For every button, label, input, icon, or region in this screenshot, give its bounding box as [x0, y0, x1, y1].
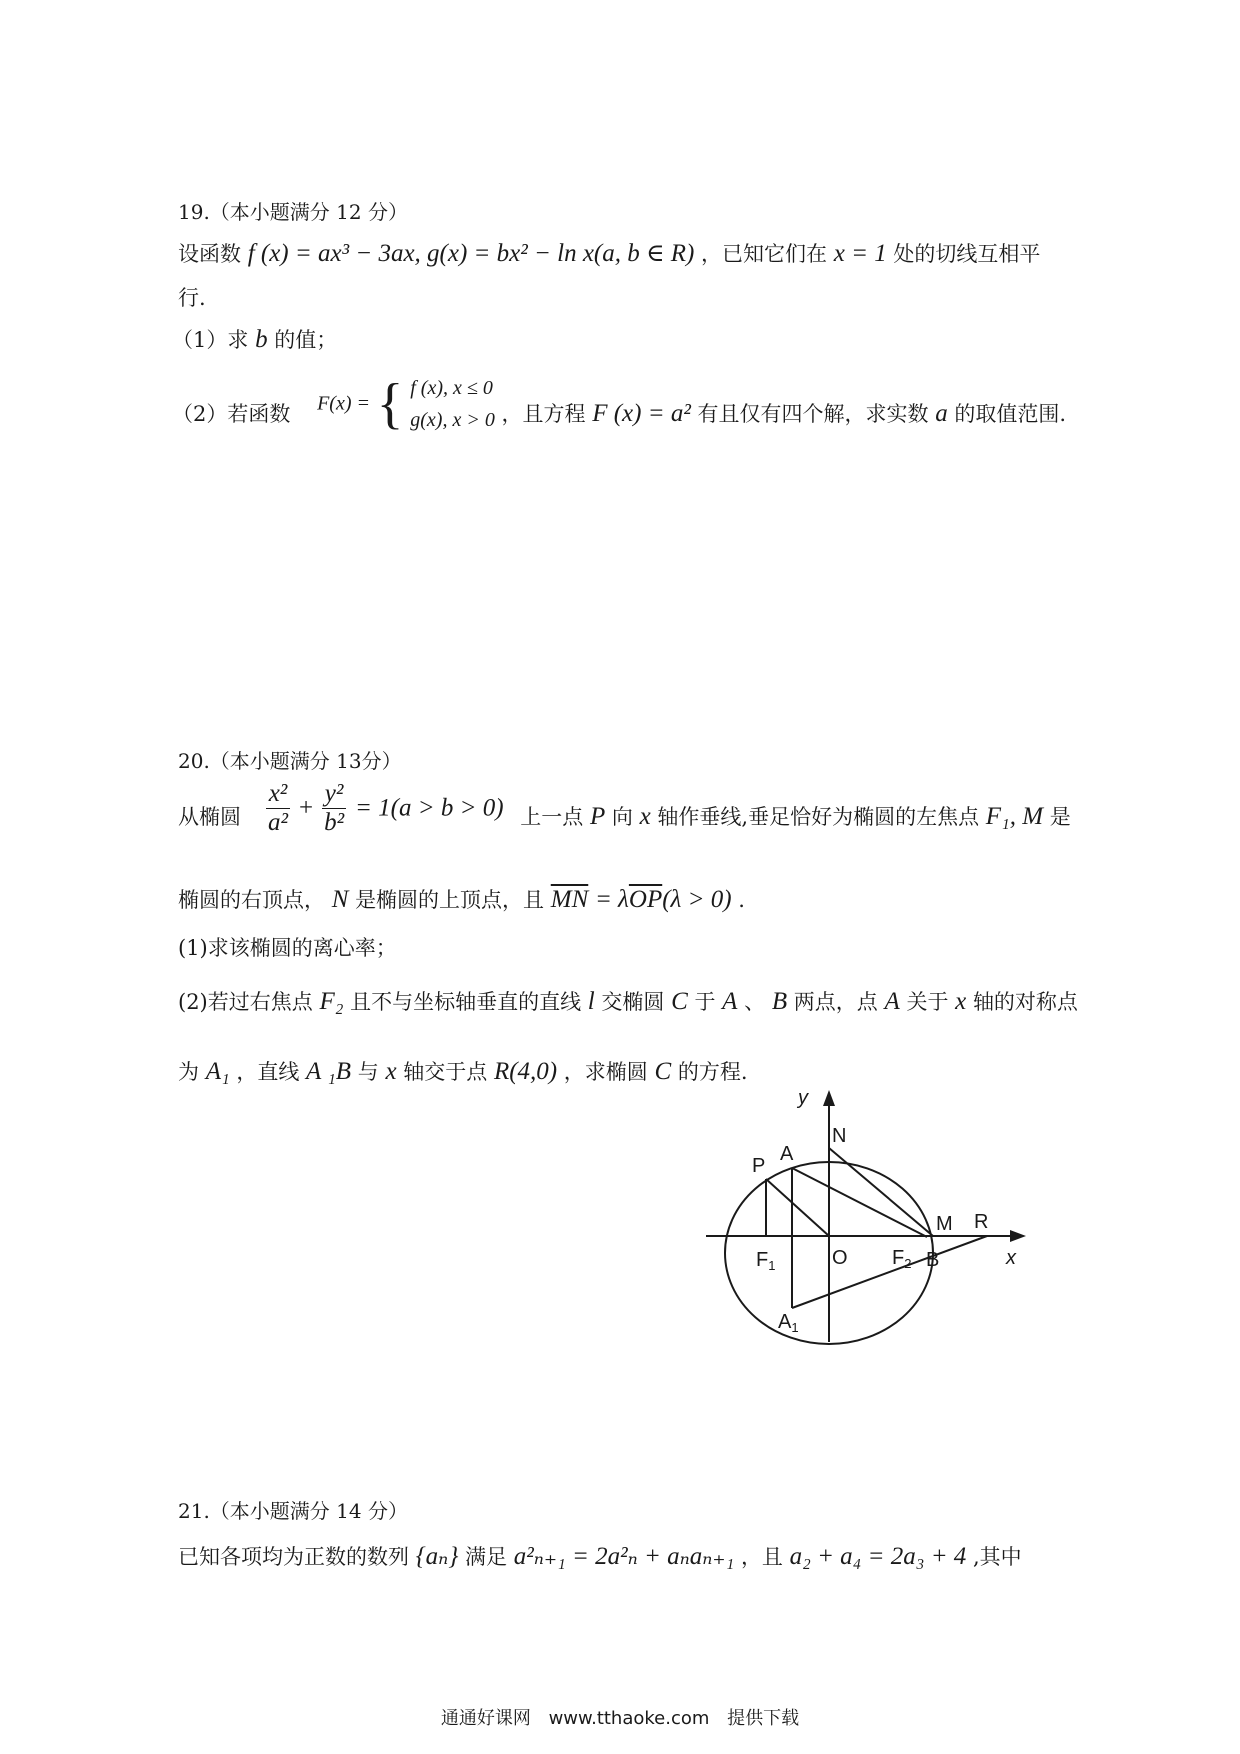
point-A: A [884, 988, 900, 1015]
q20-text: . [738, 888, 745, 912]
piecewise-function [317, 372, 495, 436]
q19-text: 有且仅有四个解，求实数 [697, 402, 929, 426]
q20-text: 向 [611, 805, 633, 829]
x-axis-arrow [1010, 1230, 1026, 1242]
point-B: B [771, 988, 788, 1015]
label-A1-main: A [778, 1311, 792, 1333]
ellipse-C: C [654, 1058, 672, 1085]
segment-A1R [792, 1236, 987, 1308]
ellipse-C: C [671, 988, 688, 1015]
left-brace: { [376, 373, 404, 435]
q20-text: 、 [744, 990, 766, 1014]
denominator-b2: b² [324, 809, 345, 836]
q20-text: 椭圆的右顶点， [178, 888, 325, 912]
segment-AB [792, 1168, 927, 1237]
numerator-y2: y² [322, 780, 347, 809]
q20-text: 从椭圆 [178, 805, 241, 829]
q19-line2: 行. [178, 286, 206, 310]
point-R: R(4,0) [493, 1058, 558, 1085]
point-A: A [722, 988, 738, 1015]
plus-sign: + [298, 794, 314, 822]
line-A1B: A ₁B [306, 1058, 352, 1085]
label-M: M [936, 1213, 953, 1235]
ellipse-figure [690, 1090, 1040, 1350]
q20-line1 [178, 780, 1071, 837]
label-B: B [926, 1249, 940, 1271]
label-R: R [974, 1211, 989, 1233]
q19-text: ，且方程 [501, 402, 586, 426]
point-A1: A₁ [205, 1058, 230, 1085]
label-N: N [832, 1125, 847, 1147]
vector-equation: = λ [594, 886, 629, 913]
q19-text: 设函数 [178, 242, 241, 266]
q20-line2 [178, 884, 745, 914]
ellipse-equation [264, 780, 504, 837]
label-F1-sub: 1 [768, 1258, 776, 1273]
q20-text: 是 [1049, 805, 1071, 829]
footer-suffix: 提供下载 [727, 1708, 800, 1729]
q20-text: 是椭圆的上顶点，且 [355, 888, 545, 912]
q19-text: 的取值范围. [954, 402, 1067, 426]
line-l: l [587, 988, 595, 1015]
q21-header: 21.（本小题满分 14 分） [178, 1499, 408, 1523]
q21-text: ,其中 [973, 1545, 1022, 1569]
y-axis-arrow [823, 1090, 835, 1106]
case-1: f (x), x ≤ 0 [410, 377, 493, 399]
label-A: A [780, 1143, 794, 1165]
segment-NM [829, 1148, 933, 1236]
q20-text: 与 [357, 1060, 379, 1084]
label-F2-sub: 2 [904, 1256, 912, 1271]
piecewise-lhs: F(x) = [317, 392, 370, 415]
q19-text: 处的切线互相平 [893, 242, 1041, 266]
q20-text: 的方程. [677, 1060, 748, 1084]
var-x: x [639, 803, 651, 830]
q19-text: 的值； [274, 328, 338, 352]
q19-functions: f (x) = ax³ − 3ax, g(x) = bx² − ln x(a, b ∈ R) [247, 240, 695, 267]
footer-site-name: 通通好课网 [440, 1708, 531, 1729]
q19-equation: F (x) = a² [592, 400, 691, 427]
var-x: x [385, 1058, 397, 1085]
var-x: x [955, 988, 967, 1015]
points-F1-M: F₁, M [985, 803, 1044, 830]
q20-part2 [178, 986, 1078, 1016]
label-P: P [752, 1155, 766, 1177]
footer-url[interactable]: www.tthaoke.com [548, 1708, 710, 1729]
q19-part2 [172, 372, 1066, 436]
label-F2 [892, 1247, 911, 1271]
q20-part2-cont [178, 1056, 748, 1086]
point-F2: F₂ [319, 988, 344, 1015]
q20-text: (2)若过右焦点 [178, 990, 313, 1014]
label-F2-main: F [892, 1247, 905, 1269]
q19-text: ，已知它们在 [701, 242, 828, 266]
q20-text: 轴作垂线,垂足恰好为椭圆的左焦点 [657, 805, 980, 829]
fraction-y [322, 780, 347, 837]
case-2: g(x), x > 0 [410, 409, 495, 431]
label-F1 [756, 1249, 775, 1273]
segment-PO [766, 1179, 829, 1236]
piecewise-cases [410, 372, 495, 436]
sequence-an: {aₙ} [415, 1543, 459, 1570]
q20-text: ，求椭圆 [563, 1060, 648, 1084]
q20-text: 为 [178, 1060, 199, 1084]
fraction-x [266, 780, 291, 837]
denominator-a2: a² [267, 809, 288, 836]
q20-text: 于 [694, 990, 716, 1014]
q20-text: 关于 [906, 990, 949, 1014]
q21-text: 满足 [465, 1545, 508, 1569]
label-A1-sub: 1 [791, 1320, 799, 1335]
q21-text: ，且 [740, 1545, 783, 1569]
label-F1-main: F [756, 1249, 769, 1271]
vector-OP: $\overline{OP}$ [628, 886, 663, 913]
q20-text: ，直线 [236, 1060, 300, 1084]
q19-line1 [178, 238, 1040, 268]
point-P: P [589, 803, 606, 830]
q20-part1: (1)求该椭圆的离心率； [178, 936, 397, 960]
lambda-condition: (λ > 0) [662, 886, 732, 913]
q20-header: 20.（本小题满分 13分） [178, 749, 402, 773]
q20-text: 交椭圆 [601, 990, 665, 1014]
numerator-x2: x² [266, 780, 291, 809]
q19-header: 19.（本小题满分 12 分） [178, 200, 408, 224]
q21-text: 已知各项均为正数的数列 [178, 1545, 409, 1569]
label-y: y [798, 1090, 808, 1109]
point-N: N [331, 886, 349, 913]
q19-x-eq-1: x = 1 [833, 240, 887, 267]
page-footer [0, 1704, 1240, 1730]
vector-MN: $\overline{MN}$ [550, 886, 589, 913]
label-A1 [778, 1311, 799, 1335]
ellipse-condition: = 1(a > b > 0) [355, 794, 504, 822]
q20-text: 轴的对称点 [972, 990, 1078, 1014]
q20-text: 轴交于点 [403, 1060, 488, 1084]
sequence-condition: a₂ + a₄ = 2a₃ + 4 [789, 1543, 967, 1570]
q20-text: 且不与坐标轴垂直的直线 [350, 990, 582, 1014]
label-x: x [1006, 1247, 1016, 1269]
q19-var-b: b [255, 326, 268, 353]
recurrence: a²ₙ₊₁ = 2a²ₙ + aₙaₙ₊₁ [513, 1543, 735, 1570]
q20-text: 两点，点 [793, 990, 878, 1014]
q20-text: 上一点 [520, 805, 584, 829]
q19-part1 [172, 324, 337, 354]
q19-text: （2）若函数 [172, 402, 291, 426]
q21-line1 [178, 1541, 1022, 1571]
q19-text: （1）求 [172, 328, 249, 352]
q19-var-a: a [935, 400, 948, 427]
label-O: O [832, 1247, 848, 1269]
